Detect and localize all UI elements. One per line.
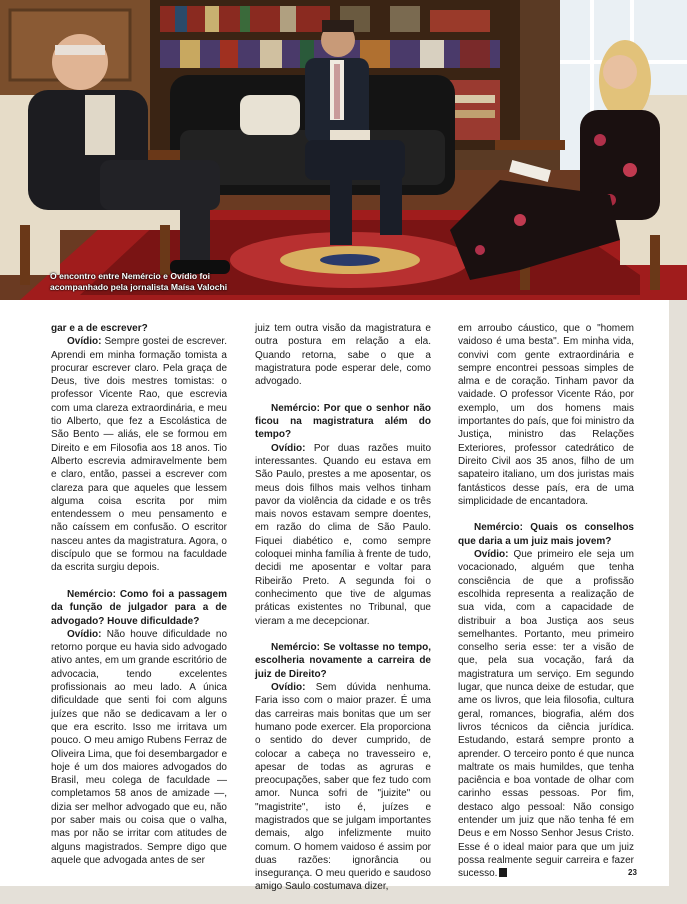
photo-caption xyxy=(50,271,230,293)
answer-text: Sempre gostei de escrever. Aprendi em minha formação tomista a procurar escrever claro. Pela graça de Deus, tive dois mestres tomistas: o professor Vicente Rao, que escrevia com uma clareza extraordinária, e meu tio Alberto, que fez a Escolástica de São Bento — aliás, ele se formou em Direito e em Filosofia aos 18 anos. Tio Alberto escrevia admiravelmente bem e claro, então, passei a escrever com clareza para que aqueles que lessem alguma coisa escrita por mim entendessem o meu pensamento e não caíssem em confusão. O escritor nasceu antes da magistratura. Agora, o discípulo que se formou na faculdade da escrita surgiu depois. xyxy=(51,336,227,574)
end-of-article-mark xyxy=(499,868,507,877)
answer-paragraph xyxy=(255,681,431,894)
question-paragraph: Nemércio: Se voltasse no tempo, escolheria novamente a carreira de juiz de Direito? xyxy=(255,642,431,680)
question-continuation: gar e a de escrever? xyxy=(51,323,148,334)
question-paragraph: Nemércio: Quais os conselhos que daria a um juiz mais jovem? xyxy=(458,522,634,547)
question-paragraph: Nemércio: Como foi a passagem da função de julgador para a de advogado? Houve dificuldade? xyxy=(51,588,227,627)
caption-line-1: O encontro entre Nemércio e Ovídio foi xyxy=(50,271,210,281)
photo-illustration xyxy=(0,0,687,300)
page-margin-band xyxy=(669,300,687,904)
speaker-label: Ovídio: xyxy=(271,442,306,454)
answer-paragraph xyxy=(51,628,227,867)
interview-photo xyxy=(0,0,687,300)
caption-line-2: acompanhado pela jornalista Maísa Valochi xyxy=(50,282,228,292)
answer-text: Não houve dificuldade no retorno porque eu havia sido advogado ativo antes, em um grande escritório de advocacia, tendo excelentes profissionais ao meu lado. A única dificuldade que senti foi com alguns juízes que não se dedicavam a ler o que era escrito. Isso me irritava um pouco. O meu amigo Rubens Ferraz de Oliveira Lima, que foi desembargador e hoje é um dos maiores advogados do Brasil, meu colega de faculdade — completamos 58 anos de amizade —, dizia ser melhor advogado que eu, não por saber mais ou coisa que o valha, mas por não se irritar com atitudes de alguns magistrados. Sempre digo que aquele que advogada antes de ser xyxy=(51,628,227,866)
speaker-label: Ovídio: xyxy=(474,549,509,561)
speaker-label: Ovídio: xyxy=(67,336,102,348)
question-paragraph: Nemércio: Por que o senhor não ficou na magistratura além do tempo? xyxy=(255,402,431,441)
answer-paragraph xyxy=(458,548,634,880)
article-column-2 xyxy=(255,322,431,894)
answer-paragraph xyxy=(255,442,431,628)
article-column-1 xyxy=(51,322,227,867)
speaker-label: Ovídio: xyxy=(67,628,102,640)
speaker-label: Ovídio: xyxy=(271,682,306,694)
article-column-3 xyxy=(458,322,634,880)
answer-text: Sem dúvida nenhuma. Faria isso com o maior prazer. É uma das carreiras mais bonitas que um ser humano pode exercer. Ela proporciona o sentido do dever cumprido, de colocar a cabeça no travesseiro e, apesar de todas as agruras e preocupações, saber que fez tudo com amor. Nunca sofri de "juizite" ou "magistrite", isto é, juízes e magistrados que se julgam importantes demais, algo infelizmente muito comum. O homem vaidoso é assim por duas razões: ignorância ou insegurança. O meu querido e saudoso amigo Saulo costumava dizer, xyxy=(255,682,431,893)
answer-paragraph xyxy=(51,335,227,574)
page-number: 23 xyxy=(628,868,637,877)
answer-text: Por duas razões muito interessantes. Quando eu estava em São Paulo, prestes a me aposentar, os meus dois filhos mais velhos tinham pavor da violência da cidade e os três mais novos estavam sempre doentes, em razão do clima de São Paulo. Fiquei diabético e, como sempre coloquei minha família à frente de tudo, decidi me aposentar e voltar para Ribeirão Preto. A segunda foi o conhecimento que tive de algumas práticas existentes no Tribunal, que vieram a me decepcionar. xyxy=(255,442,431,627)
answer-continuation: em arroubo cáustico, que o "homem vaidoso é uma besta". Em minha vida, convivi com gente extraordinária e sempre encontrei pessoas simples de alma e de coração. Tinham pavor da vaidade. O professor Vicente Ráo, por exemplo, um dos homens mais importantes do país, que foi ministro da Justiça, ministro das Relações Exteriores, professor catedrático de Direito Civil aos 35 anos, filho de um sapateiro italiano, um dos juristas mais fantásticos desse país, era de uma simplicidade de encantadora. xyxy=(458,323,634,507)
answer-text: Que primeiro ele seja um vocacionado, alguém que tenha consciência de que a profissão escolhida representa a realização de sua vida, com a capacidade de distribuir a boa Justiça aos seus semelhantes. Portanto, meu primeiro conselho seria esse: ter a visão de que, pela sua vocação, fará da magistratura um serviço. Em segundo lugar, que nunca deixe de estudar, que ame os livros, que leia filosofia, cultura geral, romances, biografia, além dos livros técnicos da ciência jurídica. Estudando, estará sempre pronto a aprender. O terceiro ponto é que nunca maltrate os mais humildes, que tenha paciência e boa vontade de olhar com carinho essas pessoas. Por fim, destaco algo pessoal: Não consigo entender um juiz que não tenha fé em Deus e em Nosso Senhor Jesus Cristo. Esse é o ideal maior para que um juiz possa realmente seguir carreira e fazer sucesso. xyxy=(458,549,634,880)
answer-continuation: juiz tem outra visão da magistratura e outra postura em relação a ela. Quando retorna, sabe o que a magistratura pode esperar dele, como advogado. xyxy=(255,323,431,388)
